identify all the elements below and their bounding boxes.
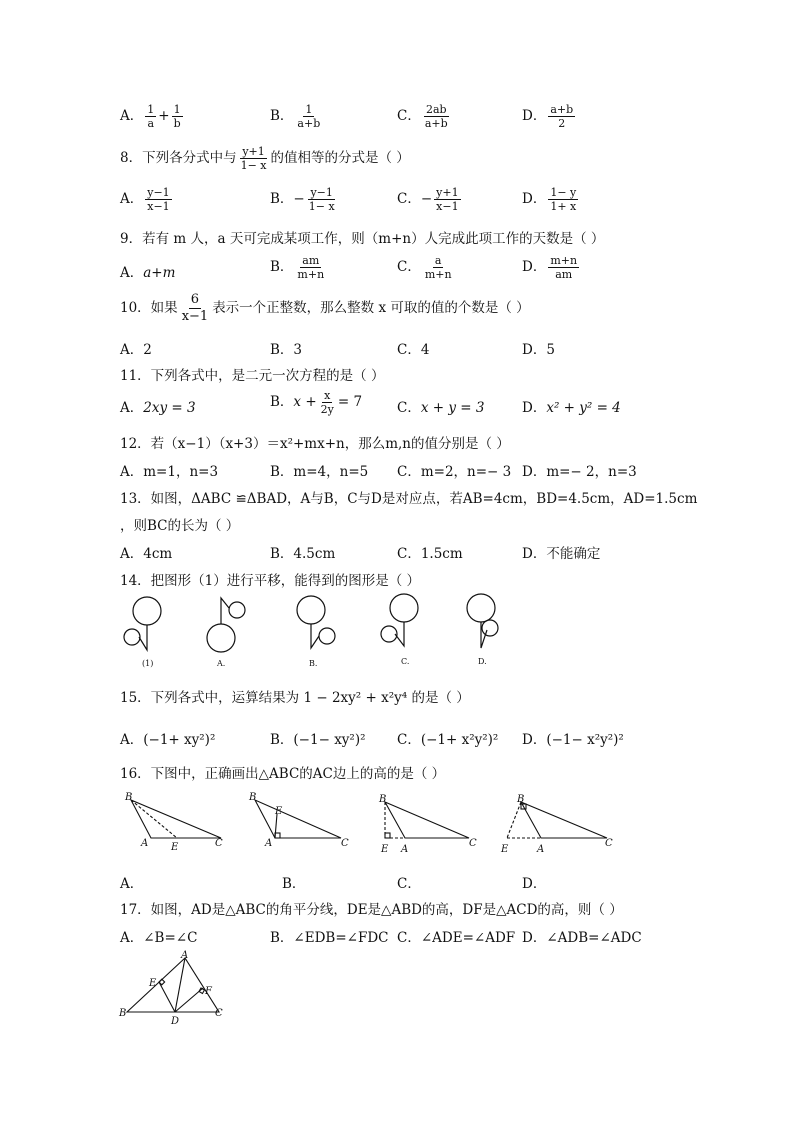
q8-option-b: B．− $\frac{y-1}{1- x}$	[270, 186, 335, 213]
fraction: $\frac{y+1}{1- x}$	[240, 145, 267, 172]
q9-option-c: C． $\frac{a}{m+n}$	[397, 254, 452, 281]
svg-text:C: C	[215, 1008, 223, 1019]
q9-option-d: D． $\frac{m+n}{am}$	[522, 254, 578, 281]
q14-figures	[115, 590, 515, 670]
q15-option-d: D．(−1− x²y²)²	[522, 732, 624, 748]
svg-text:E: E	[171, 842, 179, 853]
fraction: $\frac{1}{b}$	[173, 103, 181, 130]
q9-stem: 9．若有 m 人，a 天可完成某项工作，则（m+n）人完成此项工作的天数是（ ）	[120, 231, 605, 247]
q17-option-b: B．∠EDB=∠FDC	[270, 930, 389, 946]
figure-label: (1)	[142, 659, 154, 668]
svg-text:A: A	[401, 844, 409, 855]
fraction: $\frac{a+b}{2}$	[550, 103, 574, 130]
triangle-shape	[255, 800, 341, 838]
q10-option-c: C．4	[397, 342, 430, 358]
q13-option-b: B．4.5cm	[270, 546, 336, 562]
svg-text:C: C	[605, 838, 613, 849]
q13-option-c: C．1.5cm	[397, 546, 463, 562]
triangle-shape	[521, 802, 607, 838]
dashed-line	[131, 800, 177, 838]
figure-label: A.	[217, 659, 226, 668]
right-angle-mark	[385, 833, 390, 838]
circle-shape	[467, 594, 495, 622]
fraction: $\frac{m+n}{am}$	[550, 254, 578, 281]
svg-text:E: E	[149, 978, 157, 989]
q17-option-c: C．∠ADE=∠ADF	[397, 930, 516, 946]
q16-option-c: C．	[397, 876, 421, 892]
q8-stem: 8．下列各分式中与 $\frac{y+1}{1- x}$ 的值相等的分式是（ ）	[120, 145, 410, 172]
q15-option-c: C．(−1+ x²y²)²	[397, 732, 499, 748]
svg-text:B: B	[249, 792, 257, 803]
fraction: $\frac{1}{a+b}$	[297, 103, 321, 130]
q8-option-a: A． $\frac{y-1}{x-1}$	[120, 186, 170, 213]
fraction: $\frac{y+1}{x-1}$	[436, 186, 459, 213]
q9-option-a: A．a+m	[120, 265, 176, 281]
circle-shape	[207, 624, 235, 652]
q7-option-d: D． $\frac{a+b}{2}$	[522, 103, 574, 130]
q8-option-d: D． $\frac{1- y}{1+ x}$	[522, 186, 577, 213]
svg-text:A: A	[265, 838, 273, 849]
fraction: $\frac{y-1}{x-1}$	[147, 186, 170, 213]
q15-stem: 15．下列各式中，运算结果为 1 − 2xy² + x²y⁴ 的是（ ）	[120, 690, 470, 706]
circle-shape	[319, 628, 335, 644]
q13-stem-line2: ，则BC的长为（ ）	[120, 518, 240, 534]
svg-text:B: B	[517, 794, 525, 805]
line-shape	[221, 598, 229, 624]
fraction: $\frac{am}{m+n}$	[297, 254, 325, 281]
q9-option-b: B． $\frac{am}{m+n}$	[270, 254, 325, 281]
svg-text:E: E	[275, 806, 283, 817]
q10-option-a: A．2	[120, 342, 152, 358]
fraction: $\frac{6}{x-1}$	[181, 292, 209, 324]
q16-stem: 16．下图中，正确画出△ABC的AC边上的高的是（ ）	[120, 766, 446, 782]
svg-text:B: B	[125, 792, 133, 803]
svg-text:E: E	[501, 844, 509, 855]
q10-option-d: D．5	[522, 342, 555, 358]
svg-text:C: C	[215, 838, 223, 849]
svg-text:A: A	[141, 838, 149, 849]
q7-option-a: A． $\frac{1}{a}$ + $\frac{1}{b}$	[120, 103, 181, 130]
fraction: $\frac{2ab}{a+b}$	[424, 103, 448, 130]
q15-option-b: B．(−1− xy²)²	[270, 732, 366, 748]
svg-text:F: F	[205, 986, 212, 997]
q7-option-c: C． $\frac{2ab}{a+b}$	[397, 103, 448, 130]
q11-option-a: A．2xy = 3	[120, 400, 196, 416]
figure-label: B.	[309, 659, 318, 668]
q12-stem: 12．若（x−1）（x+3）＝x²+mx+n，那么m,n的值分别是（ ）	[120, 436, 510, 452]
circle-shape	[390, 594, 418, 622]
figure-label: D.	[478, 657, 487, 666]
q12-option-a: A．m=1，n=3	[120, 464, 219, 480]
q7-option-b: B． $\frac{1}{a+b}$	[270, 103, 321, 130]
q12-option-b: B．m=4，n=5	[270, 464, 369, 480]
q14-stem: 14．把图形（1）进行平移，能得到的图形是（ ）	[120, 573, 421, 589]
fraction: $\frac{1- y}{1+ x}$	[550, 186, 577, 213]
q13-option-a: A．4cm	[120, 546, 173, 562]
svg-text:C: C	[469, 838, 477, 849]
triangle-shape	[385, 802, 469, 838]
fraction: $\frac{y-1}{1- x}$	[308, 186, 335, 213]
q13-option-d: D．不能确定	[522, 546, 601, 562]
q16-figures	[115, 790, 625, 860]
q16-option-a: A．	[120, 876, 144, 892]
q16-option-d: D．	[522, 876, 547, 892]
line-shape	[311, 624, 319, 648]
circle-shape	[124, 629, 140, 645]
q12-option-c: C．m=2，n=− 3	[397, 464, 512, 480]
circle-shape	[381, 626, 397, 642]
svg-text:D: D	[171, 1016, 180, 1027]
dashed-line	[507, 802, 521, 838]
q17-figure	[115, 950, 235, 1030]
line-shape	[395, 622, 404, 646]
fraction: $\frac{a}{m+n}$	[424, 254, 452, 281]
q11-option-d: D．x² + y² = 4	[522, 400, 621, 416]
circle-shape	[297, 596, 325, 624]
svg-text:E: E	[381, 844, 389, 855]
right-angle-mark	[199, 988, 204, 993]
q8-option-c: C．− $\frac{y+1}{x-1}$	[397, 186, 459, 213]
q11-option-c: C．x + y = 3	[397, 400, 485, 416]
circle-shape	[133, 597, 161, 625]
q11-stem: 11．下列各式中，是二元一次方程的是（ ）	[120, 368, 385, 384]
q13-stem-line1: 13．如图，ΔABC ≌ΔBAD，A与B，C与D是对应点，若AB=4cm，BD=4.5cm，AD=1.5cm	[120, 491, 698, 507]
circle-shape	[229, 602, 245, 618]
figure-label: C.	[401, 657, 410, 666]
fraction: $\frac{1}{a}$	[147, 103, 155, 130]
line-shape	[159, 982, 175, 1012]
q11-option-b: B．x + $\frac{x}{2y}$ = 7	[270, 389, 363, 416]
fraction: $\frac{x}{2y}$	[320, 389, 334, 416]
q10-stem: 10．如果 $\frac{6}{x-1}$ 表示一个正整数，那么整数 x 可取的值的个数是（ ）	[120, 292, 530, 324]
svg-text:B: B	[119, 1008, 127, 1019]
q17-stem: 17．如图，AD是△ABC的角平分线，DE是△ABD的高，DF是△ACD的高，则（ ）	[120, 902, 623, 918]
circle-shape	[482, 620, 498, 636]
svg-text:A: A	[537, 844, 545, 855]
q17-option-a: A．∠B=∠C	[120, 930, 198, 946]
svg-text:C: C	[341, 838, 349, 849]
q16-option-b: B．	[282, 876, 306, 892]
svg-text:B: B	[379, 794, 387, 805]
q17-option-d: D．∠ADB=∠ADC	[522, 930, 642, 946]
triangle-shape	[131, 800, 221, 838]
triangle-shape	[127, 958, 219, 1012]
q10-option-b: B．3	[270, 342, 303, 358]
q12-option-d: D．m=− 2，n=3	[522, 464, 637, 480]
svg-text:A: A	[181, 950, 189, 961]
q15-option-a: A．(−1+ xy²)²	[120, 732, 216, 748]
